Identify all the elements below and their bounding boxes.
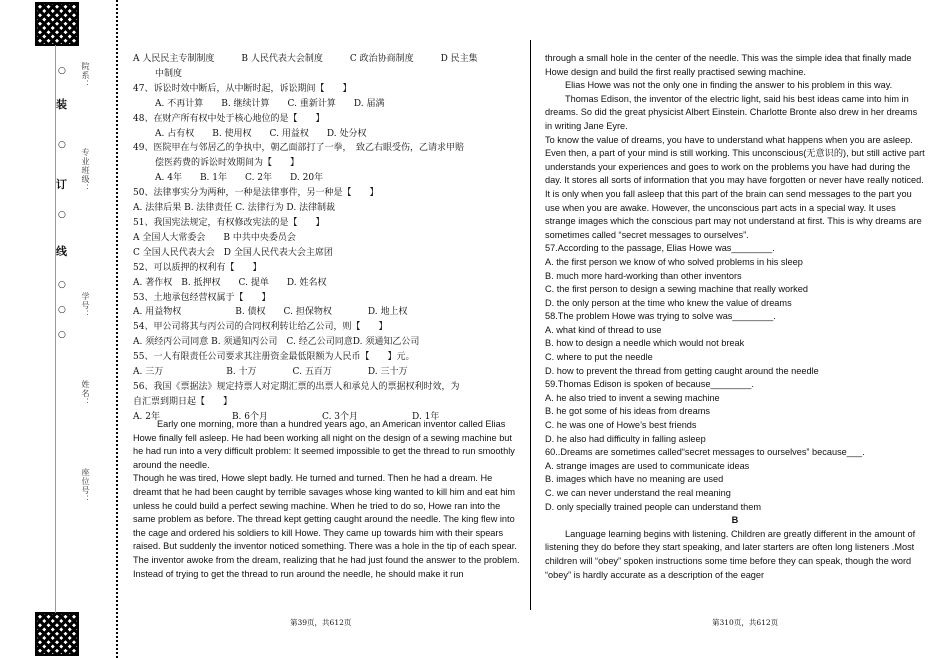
right-paragraph: B. he got some of his ideas from dreams <box>545 406 710 417</box>
right-paragraph: A. what kind of thread to use <box>545 324 662 335</box>
binding-circle: ○ <box>58 210 66 220</box>
page-number-right: 第310页，共612页 <box>712 618 779 627</box>
section-heading: B <box>731 515 739 526</box>
question-line: A. 2年 B. 6个月 C. 3个月 D. 1年 <box>133 411 440 422</box>
binding-word-ding: 订 <box>56 178 67 191</box>
right-paragraph: D. the only person at the time who knew the value of dreams <box>545 297 792 308</box>
right-paragraph: C. he was one of Howe’s best friends <box>545 420 697 431</box>
right-paragraph: A. the first person we know of who solved problems in his sleep <box>545 256 803 267</box>
right-paragraph: B. how to design a needle which would not break <box>545 338 745 349</box>
left-questions <box>133 52 523 425</box>
right-paragraph: A. he also tried to invent a sewing machine <box>545 392 720 403</box>
label-seat-number: 座位号： <box>81 468 90 504</box>
page-number-left: 第39页，共612页 <box>290 618 352 627</box>
question-line: A. 三万 B. 十万 C. 五百万 D. 三十万 <box>133 367 408 378</box>
right-paragraph: D. he also had difficulty in falling asleep <box>545 433 706 444</box>
question-line: 48、在财产所有权中处于核心地位的是【 】 <box>133 113 325 124</box>
qr-code-bottom <box>35 612 79 656</box>
question-line: 47、诉讼时效中断后，从中断时起，诉讼期间【 】 <box>133 83 352 94</box>
right-paragraph: C. the first person to design a sewing machine that really worked <box>545 284 808 295</box>
right-paragraph: 58.The problem Howe was trying to solve was________. <box>545 311 776 322</box>
label-department: 院系： <box>81 62 90 89</box>
question-line: A 全国人大常委会 B 中共中央委员会 <box>133 232 296 243</box>
right-paragraph: C. where to put the needle <box>545 352 653 363</box>
qr-code-top <box>35 2 79 46</box>
passage-paragraph: Though he was tired, Howe slept badly. He turned and turned. Then he had a dream. He dreamt that he had been caught by terrible savages whose king wanted to kill him and eat him unless he could build a perfect sewing machine. When he tried to do so, Howe ran into the same problem as before. The thread kept getting caught around the needle. The king flew into the cage and ordered his soldiers to kill Howe. They came up towards him with their spears raised. But suddenly the inventor noticed something. There was a hole in the tip of each spear. The inventor awoke from the dream, realizing that he had just found the answer to the problem. Instead of trying to get the thread to run around the needle, he should make it run <box>133 473 520 579</box>
binding-circle: ○ <box>58 280 66 290</box>
binding-word-zhuang: 装 <box>56 98 67 111</box>
right-paragraph: D. how to prevent the thread from getting caught around the needle <box>545 365 819 376</box>
right-paragraph: B. much more hard-working than other inventors <box>545 270 742 281</box>
right-paragraph: through a small hole in the center of the needle. This was the simple idea that finally made Howe design and build the first really practised sewing machine. <box>545 53 912 77</box>
right-paragraph: B. images which have no meaning are used <box>545 474 724 485</box>
right-column <box>545 52 925 582</box>
left-passage <box>133 418 523 581</box>
question-line: C 全国人民代表大会 D 全国人民代表大会主席团 <box>133 247 333 258</box>
binding-word-xian: 线 <box>56 245 67 258</box>
question-line: A. 著作权 B. 抵押权 C. 提单 D. 姓名权 <box>133 277 327 288</box>
right-paragraph: Thomas Edison, the inventor of the electric light, said his best ideas came into him in dreams. So did the great physicist Albert Einstein. Charlotte Bronte also drew in her dreams in writing Jane Eyre. <box>545 93 918 131</box>
label-major-class: 专业班级： <box>81 148 90 193</box>
question-line: 54、甲公司将其与丙公司的合同权利转让给乙公司，则【 】 <box>133 322 388 333</box>
binding-circle: ○ <box>58 140 66 150</box>
right-paragraph: Elias Howe was not the only one in finding the answer to his problem in this way. <box>565 80 893 91</box>
question-line: 自汇票到期日起【 】 <box>133 396 233 407</box>
binding-margin-line <box>55 45 56 613</box>
right-paragraph: D. only specially trained people can understand them <box>545 501 762 512</box>
question-line: A. 法律后果 B. 法律责任 C. 法律行为 D. 法律制裁 <box>133 203 336 214</box>
question-line: 56、我国《票据法》规定持票人对定期汇票的出票人和承兑人的票据权利时效，为 <box>133 381 460 392</box>
right-paragraph: 57.According to the passage, Elias Howe was________. <box>545 243 775 254</box>
question-line: 中制度 <box>155 68 183 79</box>
question-line: A. 4年 B. 1年 C. 2年 D. 20年 <box>155 173 324 184</box>
column-divider <box>530 40 531 610</box>
right-paragraph: To know the value of dreams, you have to understand what happens when you are asleep. Even then, a part of your mind is still working. This unconscious(无意识的), but still active part understands your experiences and goes to work on the problems you have had during the day. It stores all sorts of information that you may have forgotten or never have really noticed. It is only when you fall asleep that this part of the brain can send messages to the part you use when you are awake. However, the unconscious part acts in a special way. It uses strange images which the conscious part may not understand at first. This is why dreams are sometimes called “secret messages to ourselves”. <box>545 134 925 240</box>
passage-paragraph: Early one morning, more than a hundred years ago, an American inventor called Elias Howe finally fell asleep. He had been working all night on the design of a sewing machine but he had run into a very difficult problem: It seemed impossible to get the thread to run smoothly around the needle. <box>133 419 515 470</box>
question-line: 49、医院甲在与邻居乙的争执中，朝乙面部打了一拳， 致乙右眼受伤，乙请求甲赔 <box>133 143 464 154</box>
binding-circle: ○ <box>58 330 66 340</box>
question-line: A. 须经丙公司同意 B. 须通知丙公司 C. 经乙公司同意D. 须通知乙公司 <box>133 337 420 348</box>
binding-circle: ○ <box>58 66 66 76</box>
right-paragraph: A. strange images are used to communicate ideas <box>545 460 750 471</box>
question-line: 52、可以质押的权利有【 】 <box>133 262 262 273</box>
question-line: A. 占有权 B. 使用权 C. 用益权 D. 处分权 <box>155 128 367 139</box>
question-line: 53、土地承包经营权属于【 】 <box>133 292 271 303</box>
right-paragraph: 59.Thomas Edison is spoken of because________. <box>545 379 754 390</box>
question-line: A 人民民主专制制度 B 人民代表大会制度 C 政治协商制度 D 民主集 <box>133 54 478 64</box>
right-paragraph: C. we can never understand the real meaning <box>545 488 731 498</box>
label-name: 姓名： <box>81 380 90 407</box>
binding-circle: ○ <box>58 305 66 315</box>
right-paragraph: Language learning begins with listening. Children are greatly different in the amount of listening they do before they start speaking, and later starters are often long listeners .Most children will “obey” spoken instructions some time before they can speak, though the word “obey” is hardly accurate as a description of the eager <box>545 528 916 580</box>
question-line: A. 不再计算 B. 继续计算 C. 重新计算 D. 届满 <box>155 98 385 109</box>
question-line: 50、法律事实分为两种，一种是法律事件，另一种是【 】 <box>133 188 379 199</box>
question-line: 51、我国宪法规定，有权修改宪法的是【 】 <box>133 217 325 228</box>
question-line: A. 用益物权 B. 债权 C. 担保物权 D. 地上权 <box>133 307 408 318</box>
question-line: 55、一人有限责任公司要求其注册资金最低限额为人民币【 】元。 <box>133 352 415 363</box>
binding-dotted-line <box>116 0 118 658</box>
question-line: 偿医药费的诉讼时效期间为【 】 <box>155 158 300 169</box>
label-student-id: 学号： <box>81 292 90 319</box>
right-paragraph: 60..Dreams are sometimes called“secret messages to ourselves” because___. <box>545 447 865 458</box>
